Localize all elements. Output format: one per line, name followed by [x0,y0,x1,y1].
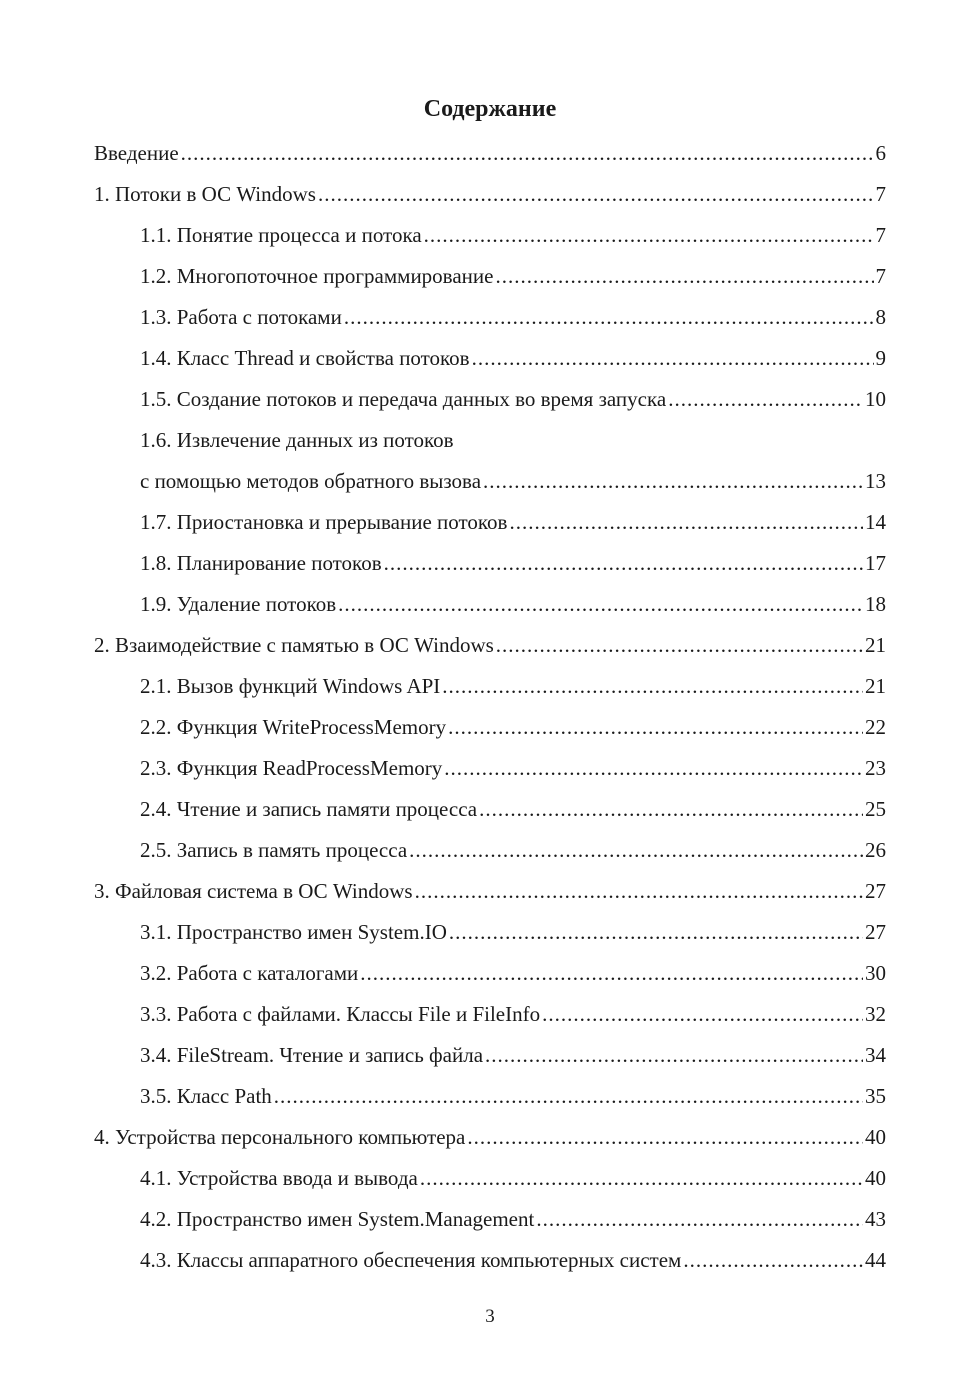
toc-dot-leader [536,1203,863,1235]
toc-entry[interactable] [0,670,980,711]
toc-entry-title: 4.3. Классы аппаратного обеспечения компьютерных систем [140,1248,682,1272]
toc-dot-leader [542,998,863,1030]
toc-entry-title: 1.9. Удаление потоков [140,592,337,616]
toc-entry[interactable] [0,629,980,670]
toc-entry-title: 1.6. Извлечение данных из потоков [140,428,454,452]
toc-dot-leader [274,1080,863,1112]
toc-entry-title: 1.4. Класс Thread и свойства потоков [140,346,470,370]
toc-entry[interactable] [0,793,980,834]
toc-dot-leader [384,547,863,579]
toc-entry-title: 3.5. Класс Path [140,1084,272,1108]
toc-entry-page: 9 [875,346,886,370]
toc-entry-page: 43 [865,1207,886,1231]
toc-entry-page: 26 [865,838,886,862]
toc-entry-title: 1.7. Приостановка и прерывание потоков [140,510,508,534]
toc-entry[interactable] [0,1244,980,1285]
toc-entry-title: 1.2. Многопоточное программирование [140,264,494,288]
toc-entry-title: 1.1. Понятие процесса и потока [140,223,422,247]
toc-entry-page: 23 [865,756,886,780]
toc-entry-title: 3. Файловая система в ОС Windows [94,879,413,903]
toc-entry[interactable] [0,588,980,629]
toc-dot-leader [668,383,863,415]
toc-entry-page: 35 [865,1084,886,1108]
toc-entry-page: 21 [865,674,886,698]
page-title: Содержание [423,96,557,122]
toc-entry-title: 1.3. Работа с потоками [140,305,342,329]
toc-entry-page: 22 [865,715,886,739]
toc-entry-title: 1.8. Планирование потоков [140,551,382,575]
toc-dot-leader [360,957,863,989]
toc-entry-page: 27 [865,879,886,903]
toc-entry-title: 2.5. Запись в память процесса [140,838,408,862]
toc-dot-leader [318,178,874,210]
toc-entry-page: 18 [865,592,886,616]
toc-dot-leader [338,588,863,620]
toc-dot-leader [683,1244,863,1276]
toc-entry-title: 4.1. Устройства ввода и вывода [140,1166,418,1190]
toc-entry-title: 3.2. Работа с каталогами [140,961,359,985]
toc-entry-page: 21 [865,633,886,657]
toc-entry-title: 2.3. Функция ReadProcessMemory [140,756,443,780]
toc-entry[interactable] [0,998,980,1039]
toc-entry-title: 3.1. Пространство имен System.IO [140,920,447,944]
toc-entry-page: 25 [865,797,886,821]
toc-entry-title: Введение [94,141,179,165]
toc-entry[interactable] [0,301,980,342]
toc-entry-title: 1.5. Создание потоков и передача данных во время запуска [140,387,667,411]
toc-dot-leader [442,670,863,702]
toc-dot-leader [496,629,863,661]
table-of-contents [0,137,980,1285]
toc-entry-page: 6 [875,141,886,165]
toc-entry[interactable] [0,1080,980,1121]
toc-entry-page: 17 [865,551,886,575]
toc-dot-leader [444,752,863,784]
toc-entry-title: 4. Устройства персонального компьютера [94,1125,466,1149]
toc-entry[interactable] [0,506,980,547]
toc-entry-page: 10 [865,387,886,411]
toc-entry-page: 14 [865,510,886,534]
toc-entry[interactable] [0,711,980,752]
toc-entry[interactable] [0,219,980,260]
toc-entry[interactable] [0,383,980,424]
toc-entry-title: 2.1. Вызов функций Windows API [140,674,441,698]
toc-entry[interactable] [0,1203,980,1244]
toc-entry-title: 2.2. Функция WriteProcessMemory [140,715,447,739]
toc-entry-title: 2.4. Чтение и запись памяти процесса [140,797,478,821]
toc-entry-title: 4.2. Пространство имен System.Management [140,1207,535,1231]
toc-entry-title: 1. Потоки в ОС Windows [94,182,316,206]
toc-entry-page: 7 [875,264,886,288]
toc-dot-leader [467,1121,863,1153]
toc-entry-page: 8 [875,305,886,329]
toc-dot-leader [448,711,863,743]
toc-entry[interactable] [0,916,980,957]
toc-entry-title: с помощью методов обратного вызова [140,469,482,493]
toc-entry-page: 32 [865,1002,886,1026]
toc-entry-page: 34 [865,1043,886,1067]
toc-entry[interactable] [0,342,980,383]
toc-entry-page: 30 [865,961,886,985]
toc-entry[interactable] [0,424,980,465]
toc-entry[interactable] [0,834,980,875]
toc-entry[interactable] [0,1121,980,1162]
toc-entry-title: 2. Взаимодействие с памятью в ОС Windows [94,633,494,657]
toc-entry-page: 27 [865,920,886,944]
toc-dot-leader [509,506,863,538]
toc-entry[interactable] [0,260,980,301]
toc-dot-leader [495,260,873,292]
toc-entry[interactable] [0,875,980,916]
toc-entry-page: 40 [865,1125,886,1149]
toc-dot-leader [479,793,863,825]
toc-dot-leader [483,465,863,497]
toc-entry-page: 7 [875,223,886,247]
toc-dot-leader [424,219,874,251]
toc-entry[interactable] [0,178,980,219]
toc-entry-title: 3.4. FileStream. Чтение и запись файла [140,1043,484,1067]
toc-entry-page: 40 [865,1166,886,1190]
toc-dot-leader [409,834,863,866]
toc-dot-leader [344,301,874,333]
toc-entry[interactable] [0,752,980,793]
toc-entry[interactable] [0,1039,980,1080]
toc-entry-page: 13 [865,469,886,493]
toc-dot-leader [415,875,863,907]
toc-entry-title: 3.3. Работа с файлами. Классы File и FileInfo [140,1002,541,1026]
toc-entry[interactable] [0,1162,980,1203]
toc-entry[interactable] [0,957,980,998]
toc-dot-leader [472,342,874,374]
toc-entry-page: 7 [875,182,886,206]
toc-dot-leader [485,1039,863,1071]
page-number: 3 [485,1306,495,1327]
toc-entry[interactable] [0,465,980,506]
toc-entry[interactable] [0,137,980,178]
toc-dot-leader [449,916,863,948]
toc-entry[interactable] [0,547,980,588]
toc-dot-leader [420,1162,863,1194]
toc-entry-page: 44 [865,1248,886,1272]
toc-dot-leader [181,137,874,169]
